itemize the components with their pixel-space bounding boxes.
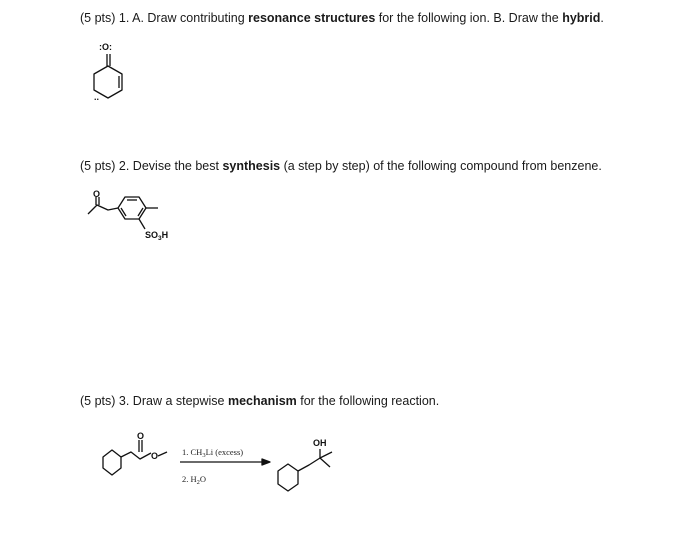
product-methyl-bond-1 [320, 452, 332, 458]
product-alcohol-structure [278, 449, 332, 491]
reaction-step-1: 1. $CH_3Li$ (excess) [182, 447, 244, 459]
sulfonic-group-label: $SO_3H$ [145, 230, 169, 242]
product-methyl-bond-2 [320, 458, 330, 467]
q1-bold-hybrid: hybrid [562, 11, 601, 25]
q3-points: (5 pts) [80, 394, 116, 408]
reaction-arrow-head [262, 459, 270, 465]
ester-methyl-bond [158, 452, 167, 456]
reaction-step-2: 2. $H_2O$ [182, 474, 207, 486]
sulfonic-bond [139, 219, 145, 229]
q1-text-3: . [600, 11, 604, 25]
sulfonic-ketone-structure [88, 197, 158, 229]
q2-points: (5 pts) [80, 159, 116, 173]
product-cyclohexane-ring [278, 464, 298, 491]
q2-text-1: 2. Devise the best [115, 159, 223, 173]
ion-oxygen-label: :O: [99, 42, 112, 52]
product-oh-label: OH [313, 438, 327, 448]
ketone-oxygen-label: O [93, 189, 101, 199]
ester-methoxy-oxygen-label: O [151, 451, 159, 461]
ion-lone-pair-label: .. [94, 92, 100, 102]
q3-bold-mechanism: mechanism [227, 394, 297, 408]
ketone-side-chain [88, 205, 118, 214]
q2-bold-synthesis: synthesis [222, 159, 281, 173]
q1-text-2: for the following ion. B. Draw the [375, 11, 563, 25]
q3-text-2: for the following reaction. [296, 394, 440, 408]
ester-chain [121, 452, 151, 459]
q1-bold-resonance: resonance structures [248, 11, 376, 25]
ester-cyclohexane-ring [103, 450, 121, 475]
product-chain [298, 458, 320, 471]
q3-text-1: 3. Draw a stepwise [115, 394, 228, 408]
ester-carbonyl-oxygen-label: O [137, 431, 145, 441]
q2-text-2: (a step by step) of the following compound from benzene. [280, 159, 602, 173]
q1-points: (5 pts) [80, 11, 116, 25]
q1-text-1: 1. A. Draw contributing [115, 11, 249, 25]
